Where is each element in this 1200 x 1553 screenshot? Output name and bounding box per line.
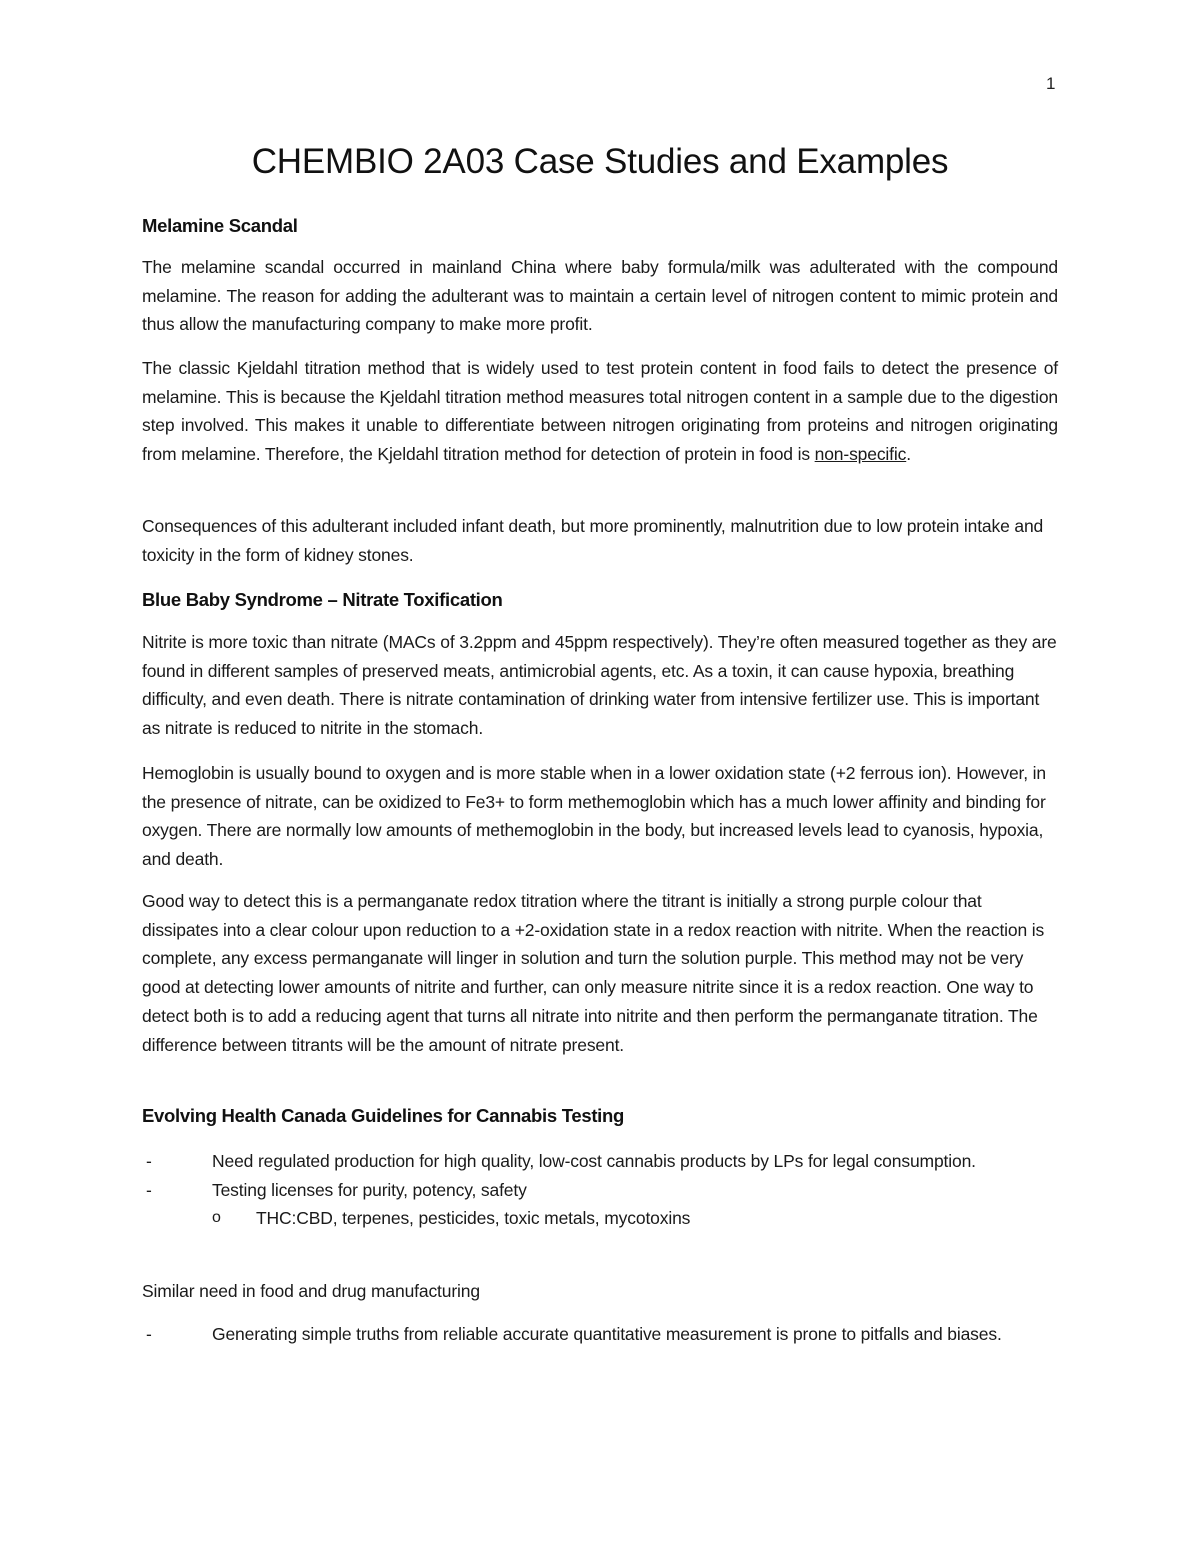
section-blue-baby xyxy=(142,588,1058,612)
list-item xyxy=(142,1320,1058,1349)
melamine-paragraph-2-end: . xyxy=(906,444,911,465)
blue-baby-paragraph-1: Nitrite is more toxic than nitrate (MACs of 3.2ppm and 45ppm respectively). They’re often measured together as they are found in different samples of preserved meats, antimicrobial agents, etc. As a toxin, it can cause hypoxia, breathing difficulty, and even death. There is nitrate contamination of drinking water from intensive fertilizer use. This is important as nitrate is reduced to nitrite in the stomach. xyxy=(142,632,1057,739)
blue-baby-paragraph-2-block xyxy=(142,759,1058,874)
list-item xyxy=(212,1204,1058,1233)
melamine-paragraph-2-text: The classic Kjeldahl titration method that is widely used to test protein content in food fails to detect the presence of melamine. This is because the Kjeldahl titration method measures total nitrogen content in a sample due to the digestion step involved. This makes it unable to differentiate between nitrogen originating from proteins and nitrogen originating from melamine. Therefore, the Kjeldahl titration method for detection of protein in food is xyxy=(142,358,1058,465)
circle-bullet-icon: o xyxy=(212,1209,221,1227)
similar-need-block xyxy=(142,1277,1058,1306)
list-item-text: THC:CBD, terpenes, pesticides, toxic metals, mycotoxins xyxy=(256,1208,691,1229)
similar-need-text: Similar need in food and drug manufacturing xyxy=(142,1281,480,1301)
section-heading-melamine: Melamine Scandal xyxy=(142,215,298,236)
final-bullet-list xyxy=(142,1320,1058,1349)
list-item-text: Testing licenses for purity, potency, safety xyxy=(212,1179,527,1200)
document-title: CHEMBIO 2A03 Case Studies and Examples xyxy=(251,142,949,181)
melamine-paragraph-1: The melamine scandal occurred in mainland China where baby formula/milk was adulterated with the compound melamine. The reason for adding the adulterant was to maintain a certain level of nitrogen content to mimic protein and thus allow the manufacturing company to make more profit. xyxy=(142,257,1058,335)
list-item xyxy=(142,1176,1058,1205)
melamine-paragraph-2-block xyxy=(142,354,1058,469)
page-number: 1 xyxy=(1046,74,1056,93)
non-specific-underlined: non-specific xyxy=(814,444,907,465)
list-item-text: Generating simple truths from reliable accurate quantitative measurement is prone to pitfalls and biases. xyxy=(212,1324,1002,1344)
cannabis-list-block xyxy=(142,1147,1058,1233)
blue-baby-paragraph-1-block xyxy=(142,628,1058,743)
blue-baby-paragraph-3: Good way to detect this is a permanganate redox titration where the titrant is initially a strong purple colour that dissipates into a clear colour upon reduction to a +2-oxidation state in a redox reaction with nitrite. When the reaction is complete, any excess permanganate will linger in solution and turn the solution purple. This method may not be very good at detecting lower amounts of nitrite and further, can only measure nitrite since it is a redox reaction. One way to detect both is to add a reducing agent that turns all nitrate into nitrite and then perform the permanganate titration. The difference between titrants will be the amount of nitrate present. xyxy=(142,891,1045,1055)
melamine-paragraph-1-block xyxy=(142,253,1058,339)
cannabis-bullet-list xyxy=(142,1147,1058,1204)
cannabis-sub-list xyxy=(142,1204,1058,1233)
melamine-paragraph-3: Consequences of this adulterant included infant death, but more prominently, malnutrition due to low protein intake and toxicity in the form of kidney stones. xyxy=(142,516,1044,565)
dash-bullet-icon: - xyxy=(146,1179,152,1200)
dash-bullet-icon: - xyxy=(146,1151,152,1171)
list-item xyxy=(142,1147,1058,1176)
blue-baby-paragraph-2: Hemoglobin is usually bound to oxygen and is more stable when in a lower oxidation state (+2 ferrous ion). However, in the presence of nitrate, can be oxidized to Fe3+ to form methemoglobin which has a much lower affinity and binding for oxygen. There are normally low amounts of methemoglobin in the body, but increased levels lead to cyanosis, hypoxia, and death. xyxy=(142,763,1046,870)
section-melamine xyxy=(142,214,1058,238)
section-heading-blue-baby: Blue Baby Syndrome – Nitrate Toxification xyxy=(142,589,503,610)
dash-bullet-icon: - xyxy=(146,1324,152,1344)
section-cannabis xyxy=(142,1104,1058,1128)
section-heading-cannabis: Evolving Health Canada Guidelines for Cannabis Testing xyxy=(142,1105,625,1126)
list-item-text: Need regulated production for high quality, low-cost cannabis products by LPs for legal consumption. xyxy=(212,1151,976,1171)
final-list-block xyxy=(142,1320,1058,1349)
melamine-paragraph-3-block xyxy=(142,512,1058,569)
melamine-paragraph-2 xyxy=(142,354,1058,469)
blue-baby-paragraph-3-block xyxy=(142,887,1058,1059)
